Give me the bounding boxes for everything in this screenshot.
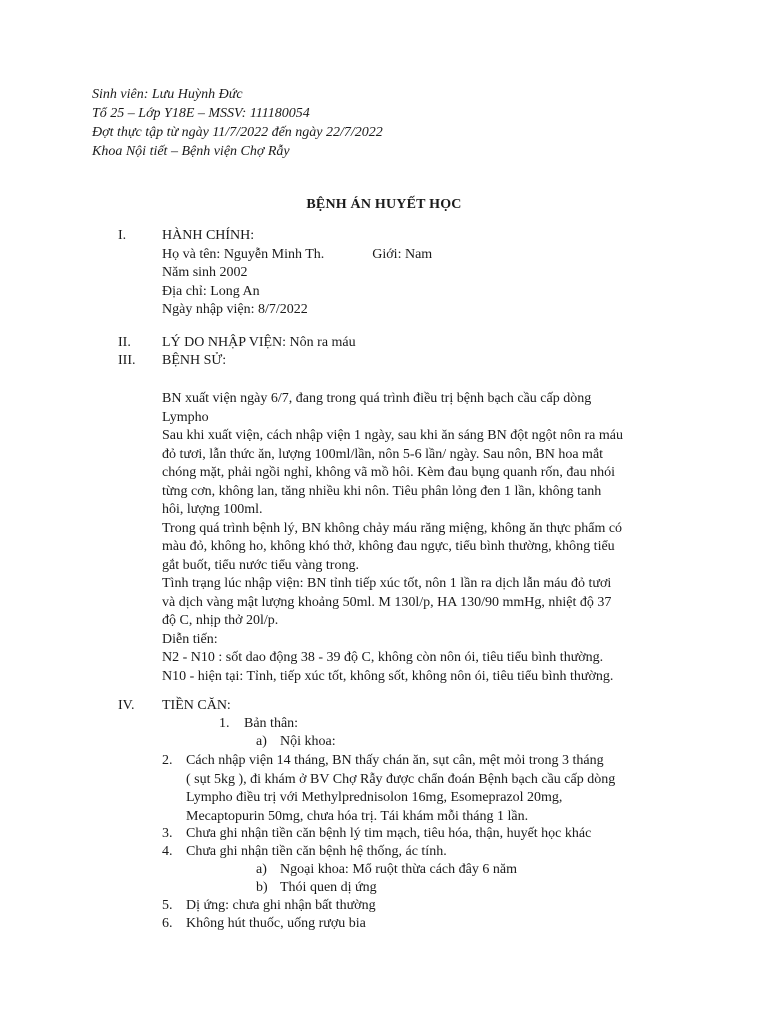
patient-gender: Giới: Nam — [372, 246, 433, 262]
section-1-heading: HÀNH CHÍNH: — [162, 228, 255, 243]
item-2-line: ( sụt 5kg ), đi khám ở BV Chợ Rẫy được chẩn đoán Bệnh bạch cầu cấp dòng — [186, 771, 616, 787]
section-1-block — [162, 227, 432, 320]
section-4-heading: TIỀN CĂN: — [162, 698, 231, 713]
item-1a-text: Nội khoa: — [280, 734, 336, 749]
history-line: N2 - N10 : sốt dao động 38 - 39 độ C, không còn nôn ói, tiêu tiểu bình thường. — [162, 650, 604, 665]
item-3-text: Chưa ghi nhận tiền căn bệnh lý tim mạch, tiêu hóa, thận, huyết học khác — [186, 826, 592, 841]
item-4-number: 4. — [162, 844, 173, 859]
history-line: và dịch vàng mật lượng khoảng 50ml. M 130l/p, HA 130/90 mmHg, nhiệt độ 37 — [162, 594, 612, 610]
history-line: gắt buốt, tiểu nước tiểu vàng trong. — [162, 557, 359, 573]
item-6-number: 6. — [162, 916, 173, 931]
item-4a-number: a) — [256, 862, 267, 877]
history-line: màu đỏ, không ho, không khó thở, không đau ngực, tiểu bình thường, không tiểu — [162, 539, 615, 554]
history-line: N10 - hiện tại: Tỉnh, tiếp xúc tốt, không sốt, không nôn ói, tiêu tiểu bình thường. — [162, 668, 614, 684]
item-2-line: Cách nhập viện 14 tháng, BN thấy chán ăn, sụt cân, mệt mỏi trong 3 tháng — [186, 753, 604, 768]
history-line: từng cơn, không lan, tăng nhiều khi nôn. Tiêu phân lỏng đen 1 lần, không tanh — [162, 483, 602, 499]
admission-date: Ngày nhập viện: 8/7/2022 — [162, 302, 308, 317]
history-line: độ C, nhịp thở 20l/p. — [162, 613, 279, 628]
item-2-text — [186, 752, 615, 826]
history-line: Tình trạng lúc nhập viện: BN tỉnh tiếp xúc tốt, nôn 1 lần ra dịch lẫn máu đỏ tươi — [162, 576, 612, 591]
section-3-heading: BỆNH SỬ: — [162, 353, 227, 368]
item-4a-text: Ngoại khoa: Mổ ruột thừa cách đây 6 năm — [280, 862, 517, 877]
section-4-number: IV. — [118, 698, 135, 713]
history-line: đỏ tươi, lẫn thức ăn, lượng 100ml/lần, nôn 5-6 lần/ ngày. Sau nôn, BN hoa mắt — [162, 446, 604, 462]
medical-history — [162, 390, 702, 686]
history-line: Lympho — [162, 409, 209, 425]
section-1-number: I. — [118, 228, 127, 243]
student-name: Sinh viên: Lưu Huỳnh Đức — [92, 87, 243, 102]
item-5-text: Dị ứng: chưa ghi nhận bất thường — [186, 898, 376, 913]
history-line: Diễn tiến: — [162, 631, 218, 647]
student-group: Tổ 25 – Lớp Y18E – MSSV: 111180054 — [92, 106, 310, 121]
item-1-number: 1. — [219, 716, 230, 731]
history-line: chóng mặt, phải ngồi nghỉ, không vã mồ hôi. Kèm đau bụng quanh rốn, đau nhói — [162, 465, 615, 480]
item-1a-number: a) — [256, 734, 267, 749]
item-6-text: Không hút thuốc, uống rượu bia — [186, 916, 366, 931]
history-line: Trong quá trình bệnh lý, BN không chảy máu răng miệng, không ăn thực phẩm có — [162, 520, 623, 536]
item-2-line: Mecaptopurin 50mg, chưa hóa trị. Tái khám mỗi tháng 1 lần. — [186, 808, 529, 824]
patient-name-row — [162, 246, 432, 265]
document-title: BỆNH ÁN HUYẾT HỌC — [306, 197, 462, 212]
patient-birth-year: Năm sinh 2002 — [162, 265, 248, 280]
section-3-number: III. — [118, 353, 136, 368]
item-4-text: Chưa ghi nhận tiền căn bệnh hệ thống, ác tính. — [186, 844, 447, 859]
patient-address: Địa chỉ: Long An — [162, 283, 260, 299]
section-2-number: II. — [118, 335, 131, 350]
patient-name: Họ và tên: Nguyễn Minh Th. — [162, 246, 325, 262]
history-line: hôi, lượng 100ml. — [162, 502, 263, 517]
item-3-number: 3. — [162, 826, 173, 841]
item-4b-number: b) — [256, 880, 268, 895]
department: Khoa Nội tiết – Bệnh viện Chợ Rẫy — [92, 144, 290, 159]
reason-for-admission: LÝ DO NHẬP VIỆN: Nôn ra máu — [162, 335, 356, 350]
history-line: BN xuất viện ngày 6/7, đang trong quá trình điều trị bệnh bạch cầu cấp dòng — [162, 391, 592, 406]
item-4b-text: Thói quen dị ứng — [280, 880, 377, 895]
student-header — [92, 86, 383, 162]
history-line: Sau khi xuất viện, cách nhập viện 1 ngày, sau khi ăn sáng BN đột ngột nôn ra máu — [162, 428, 623, 443]
internship-period: Đợt thực tập từ ngày 11/7/2022 đến ngày 22/7/2022 — [92, 125, 383, 140]
item-2-number: 2. — [162, 753, 173, 768]
item-1-text: Bản thân: — [244, 716, 299, 731]
item-5-number: 5. — [162, 898, 173, 913]
item-2-line: Lympho điều trị với Methylprednisolon 16mg, Esomeprazol 20mg, — [186, 790, 563, 805]
